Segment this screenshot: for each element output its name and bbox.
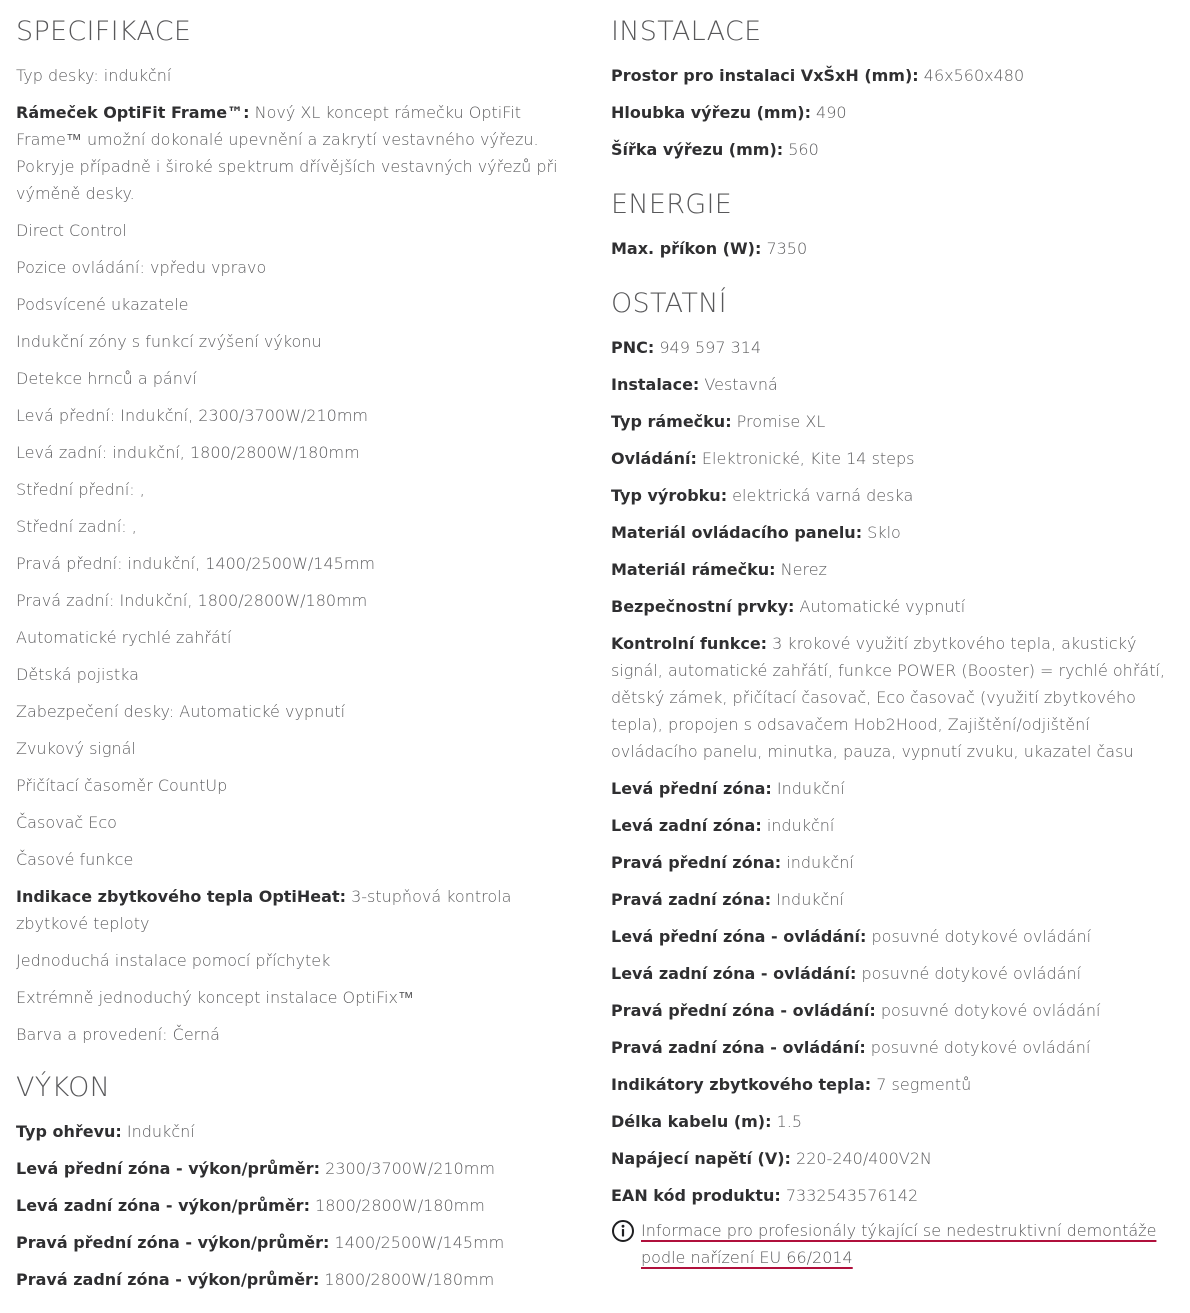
spec-item — [611, 371, 1181, 398]
spec-item — [611, 1145, 1181, 1172]
spec-item-value: posuvné dotykové ovládání — [875, 1001, 1101, 1020]
spec-item-label: Materiál ovládacího panelu: — [611, 523, 863, 542]
spec-item-value: Nový XL koncept rámečku OptiFit Frame™ umožní dokonalé upevnění a zakrytí vestavného výřezu. Pokryje případně i široké spektrum dřívějších vestavných výřezů při výměně desky. — [16, 103, 558, 203]
spec-item-label: Levá přední zóna - ovládání: — [611, 927, 867, 946]
install-heading: INSTALACE — [611, 16, 762, 47]
spec-item-value: Sklo — [862, 523, 901, 542]
spec-item — [611, 62, 1181, 89]
spec-item — [16, 476, 576, 503]
spec-item — [611, 1182, 1181, 1209]
spec-item — [16, 1021, 576, 1048]
spec-item-value: Automatické vypnutí — [794, 597, 966, 616]
spec-item-label: Pravá zadní zóna - výkon/průměr: — [16, 1270, 320, 1289]
install-list — [611, 62, 1181, 163]
spec-item-value: Zabezpečení desky: Automatické vypnutí — [16, 702, 346, 721]
spec-item — [16, 984, 576, 1011]
disassembly-info-link[interactable]: Informace pro profesionály týkající se nedestruktivní demontáže podle nařízení EU 66/2014 — [641, 1221, 1157, 1267]
spec-item — [16, 1192, 576, 1219]
spec-item — [16, 947, 576, 974]
spec-item-value: Pravá zadní: Indukční, 1800/2800W/180mm — [16, 591, 368, 610]
spec-item-value: indukční — [781, 853, 854, 872]
spec-item — [611, 960, 1181, 987]
spec-item — [16, 328, 576, 355]
spec-item-value: Střední přední: , — [16, 480, 145, 499]
spec-item-label: Kontrolní funkce: — [611, 634, 768, 653]
spec-item — [16, 439, 576, 466]
spec-item-label: Délka kabelu (m): — [611, 1112, 772, 1131]
spec-item-value: 1800/2800W/180mm — [319, 1270, 495, 1289]
spec-item-label: Indikátory zbytkového tepla: — [611, 1075, 872, 1094]
spec-item-value: Direct Control — [16, 221, 127, 240]
spec-item-value: Indukční — [771, 890, 844, 909]
left-column — [16, 0, 576, 1303]
spec-item-value: Indukční — [121, 1122, 195, 1141]
spec-item — [16, 99, 576, 207]
spec-item — [16, 254, 576, 281]
spec-item-value: indukční — [761, 816, 835, 835]
spec-item-value: Levá přední: Indukční, 2300/3700W/210mm — [16, 406, 369, 425]
spec-item — [16, 624, 576, 651]
spec-item-label: Levá zadní zóna: — [611, 816, 762, 835]
spec-item-value: Pozice ovládání: vpředu vpravo — [16, 258, 267, 277]
spec-list — [16, 62, 576, 1048]
spec-item-value: Časové funkce — [16, 850, 134, 869]
spec-item-value: 560 — [783, 140, 819, 159]
spec-item-value: 1800/2800W/180mm — [309, 1196, 485, 1215]
spec-item-value: Typ desky: indukční — [16, 66, 172, 85]
spec-item-label: Pravá zadní zóna - ovládání: — [611, 1038, 866, 1057]
spec-item-value: 7350 — [761, 239, 808, 258]
spec-item — [611, 445, 1181, 472]
spec-item — [611, 235, 1181, 262]
spec-item — [611, 1071, 1181, 1098]
spec-item — [611, 136, 1181, 163]
spec-item-label: Napájecí napětí (V): — [611, 1149, 791, 1168]
spec-item — [16, 217, 576, 244]
spec-item-value: Přičítací časoměr CountUp — [16, 776, 228, 795]
spec-heading: SPECIFIKACE — [16, 16, 192, 47]
spec-item — [611, 1034, 1181, 1061]
spec-item-label: Typ rámečku: — [611, 412, 732, 431]
spec-item-value: elektrická varná deska — [727, 486, 914, 505]
spec-item — [611, 775, 1181, 802]
spec-item-label: Rámeček OptiFit Frame™: — [16, 103, 250, 122]
spec-item-label: Levá přední zóna: — [611, 779, 772, 798]
spec-item-label: Pravá zadní zóna: — [611, 890, 772, 909]
spec-item-label: Typ ohřevu: — [16, 1122, 122, 1141]
spec-item-label: Prostor pro instalaci VxŠxH (mm): — [611, 66, 919, 85]
spec-item — [611, 556, 1181, 583]
spec-item — [611, 99, 1181, 126]
spec-item-value: posuvné dotykové ovládání — [856, 964, 1082, 983]
energy-list — [611, 235, 1181, 262]
spec-item-value: Extrémně jednoduchý koncept instalace OptiFix™ — [16, 988, 414, 1007]
spec-item-value: 7332543576142 — [780, 1186, 919, 1205]
spec-item-label: Hloubka výřezu (mm): — [611, 103, 811, 122]
spec-item — [611, 812, 1181, 839]
spec-item — [611, 886, 1181, 913]
spec-item-label: Typ výrobku: — [611, 486, 728, 505]
spec-item-value: posuvné dotykové ovládání — [866, 927, 1092, 946]
spec-item — [16, 587, 576, 614]
spec-item — [16, 1155, 576, 1182]
spec-item-value: Nerez — [775, 560, 827, 579]
spec-item-label: Pravá přední zóna - ovládání: — [611, 1001, 876, 1020]
spec-item-label: Materiál rámečku: — [611, 560, 776, 579]
spec-item — [16, 846, 576, 873]
spec-item-value: 2300/3700W/210mm — [320, 1159, 495, 1178]
spec-item-label: Ovládání: — [611, 449, 697, 468]
spec-item — [611, 593, 1181, 620]
spec-item-value: 3-stupňová kontrola zbytkové teploty — [16, 887, 512, 933]
spec-item — [16, 809, 576, 836]
spec-item — [16, 1266, 576, 1293]
spec-item-value: Automatické rychlé zahřátí — [16, 628, 232, 647]
spec-item-label: Levá zadní zóna - ovládání: — [611, 964, 857, 983]
spec-item-label: PNC: — [611, 338, 655, 357]
spec-item-value: 3 krokové využití zbytkového tepla, akustický signál, automatické zahřátí, funkce POWER (Booster) = rychlé ohřátí, dětský zámek, přičítací časovač, Eco časovač (využití zbytkového tepla), propojen s odsavačem Hob2Hood, Zajištění/odjištění ovládacího panelu, minutka, pauza, vypnutí zvuku, ukazatel času — [611, 634, 1166, 761]
spec-item-label: EAN kód produktu: — [611, 1186, 781, 1205]
spec-item — [16, 402, 576, 429]
spec-item — [611, 923, 1181, 950]
spec-item-value: 7 segmentů — [871, 1075, 972, 1094]
spec-item — [16, 1118, 576, 1145]
spec-item-value: 1.5 — [771, 1112, 803, 1131]
spec-item-value: Střední zadní: , — [16, 517, 137, 536]
spec-item-label: Pravá přední zóna: — [611, 853, 782, 872]
spec-item — [16, 883, 576, 937]
spec-item-value: Levá zadní: indukční, 1800/2800W/180mm — [16, 443, 360, 462]
power-heading: VÝKON — [16, 1072, 111, 1103]
spec-item — [611, 849, 1181, 876]
spec-item-label: Šířka výřezu (mm): — [611, 140, 784, 159]
spec-item-value: Dětská pojistka — [16, 665, 139, 684]
spec-item-label: Levá přední zóna - výkon/průměr: — [16, 1159, 321, 1178]
spec-item — [16, 698, 576, 725]
spec-item-value: Promise XL — [731, 412, 826, 431]
spec-item-label: Bezpečnostní prvky: — [611, 597, 795, 616]
spec-item-value: 1400/2500W/145mm — [329, 1233, 505, 1252]
spec-item-value: 949 597 314 — [654, 338, 762, 357]
spec-item — [16, 661, 576, 688]
spec-item-label: Max. příkon (W): — [611, 239, 762, 258]
energy-heading: ENERGIE — [611, 189, 733, 220]
spec-item — [16, 772, 576, 799]
spec-item — [16, 62, 576, 89]
spec-item-value: Barva a provedení: Černá — [16, 1025, 220, 1044]
other-heading: OSTATNÍ — [611, 288, 727, 319]
spec-item-value: Indukční zóny s funkcí zvýšení výkonu — [16, 332, 322, 351]
right-column — [611, 0, 1181, 1271]
spec-item-value: Podsvícené ukazatele — [16, 295, 189, 314]
spec-item-value: Indukční — [771, 779, 845, 798]
spec-item-value: Časovač Eco — [16, 813, 117, 832]
spec-item-value: 220-240/400V2N — [790, 1149, 932, 1168]
spec-item-value: Pravá přední: indukční, 1400/2500W/145mm — [16, 554, 376, 573]
spec-item — [16, 550, 576, 577]
other-list — [611, 334, 1181, 1209]
spec-item-value: Jednoduchá instalace pomocí příchytek — [16, 951, 331, 970]
info-row — [611, 1217, 1181, 1271]
spec-item-value: posuvné dotykové ovládání — [865, 1038, 1091, 1057]
spec-item — [611, 630, 1181, 765]
spec-item — [16, 1229, 576, 1256]
spec-item-value: 490 — [810, 103, 847, 122]
spec-item-label: Instalace: — [611, 375, 700, 394]
spec-item-label: Indikace zbytkového tepla OptiHeat: — [16, 887, 346, 906]
spec-item-label: Pravá přední zóna - výkon/průměr: — [16, 1233, 330, 1252]
spec-item — [16, 365, 576, 392]
spec-item — [611, 482, 1181, 509]
info-circle-icon — [611, 1219, 635, 1243]
spec-item — [611, 997, 1181, 1024]
spec-item-value: 46x560x480 — [918, 66, 1025, 85]
spec-item — [611, 334, 1181, 361]
spec-item — [16, 291, 576, 318]
spec-item — [16, 735, 576, 762]
spec-item — [611, 408, 1181, 435]
spec-item-value: Detekce hrnců a pánví — [16, 369, 197, 388]
spec-item-label: Levá zadní zóna - výkon/průměr: — [16, 1196, 310, 1215]
spec-item — [611, 519, 1181, 546]
spec-item-value: Zvukový signál — [16, 739, 136, 758]
spec-item — [611, 1108, 1181, 1135]
spec-item-value: Elektronické, Kite 14 steps — [696, 449, 915, 468]
power-list — [16, 1118, 576, 1293]
spec-item — [16, 513, 576, 540]
spec-item-value: Vestavná — [699, 375, 778, 394]
